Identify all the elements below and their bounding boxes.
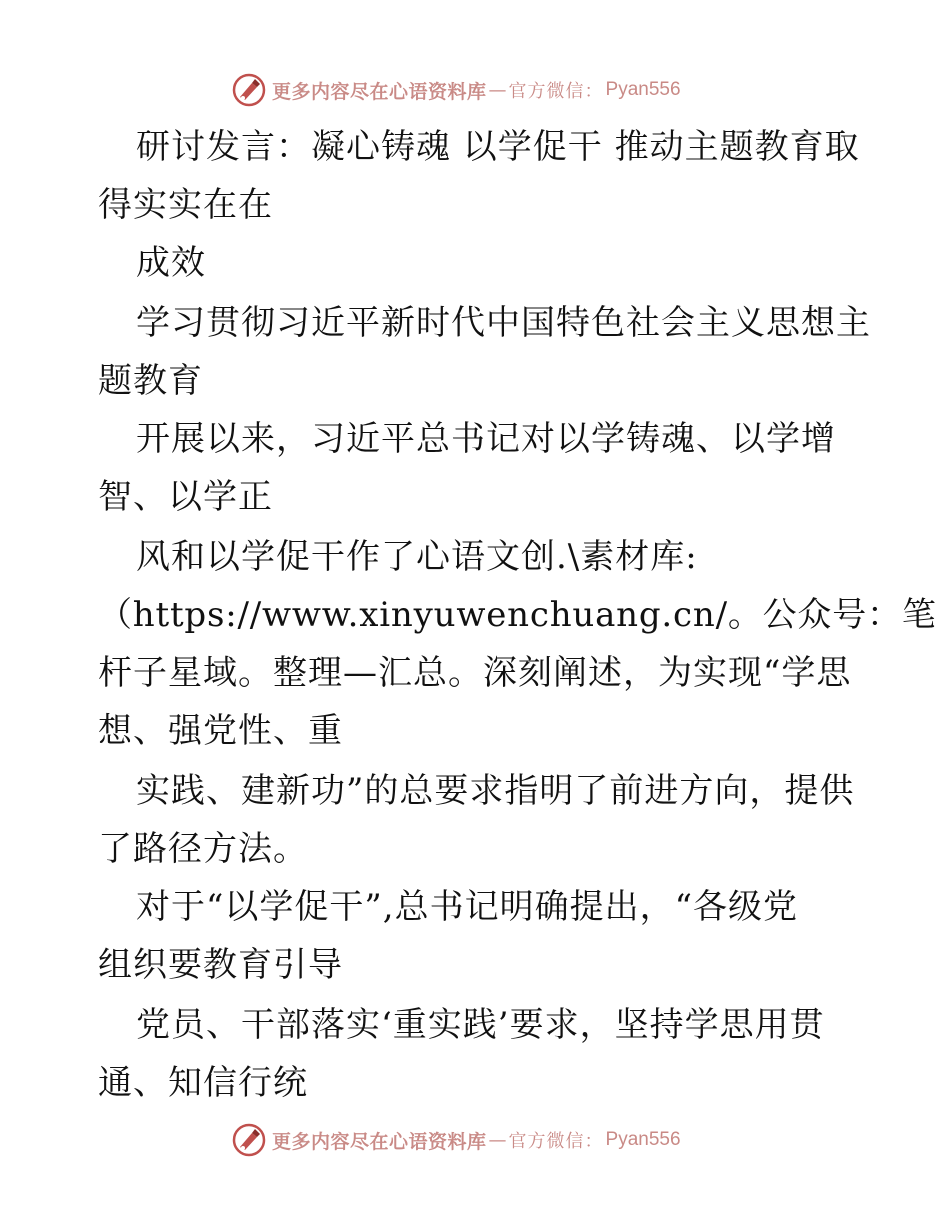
watermark-brand: 更多内容尽在心语资料库 xyxy=(272,1130,487,1153)
text-line: 杆子星域。整理—汇总。深刻阐述，为实现“学思 xyxy=(98,653,852,693)
text-line: 通、知信行统 xyxy=(98,1063,308,1103)
watermark-dash: — xyxy=(488,79,507,101)
footer-watermark xyxy=(232,1122,681,1158)
watermark-dash: — xyxy=(488,1129,507,1151)
watermark-official-label: 官方微信： xyxy=(508,81,604,102)
text-line: （https://www.xinyuwenchuang.cn/。公众号：笔 xyxy=(98,595,937,635)
pen-logo-icon xyxy=(232,1123,266,1157)
text-line: 研讨发言：凝心铸魂 以学促干 推动主题教育取 xyxy=(136,127,860,167)
text-line: 开展以来，习近平总书记对以学铸魂、以学增 xyxy=(136,419,836,459)
watermark-wechat-id: Pyan556 xyxy=(605,79,681,100)
text-line: 题教育 xyxy=(98,361,203,401)
watermark-official-label: 官方微信： xyxy=(508,1131,604,1152)
text-line: 风和以学促干作了心语文创.\素材库: xyxy=(136,537,698,577)
text-line: 组织要教育引导 xyxy=(98,945,343,985)
text-line: 学习贯彻习近平新时代中国特色社会主义思想主 xyxy=(136,303,871,343)
text-line: 想、强党性、重 xyxy=(98,711,343,751)
text-line: 得实实在在 xyxy=(98,185,273,225)
header-watermark xyxy=(232,72,681,108)
watermark-brand: 更多内容尽在心语资料库 xyxy=(272,80,487,103)
text-line: 智、以学正 xyxy=(98,477,273,517)
pen-logo-icon xyxy=(232,73,266,107)
text-line: 实践、建新功”的总要求指明了前进方向，提供 xyxy=(136,771,855,811)
watermark-wechat-id: Pyan556 xyxy=(605,1129,681,1150)
text-line: 了路径方法。 xyxy=(98,829,308,869)
text-line: 党员、干部落实‘重实践’要求，坚持学思用贯 xyxy=(136,1005,825,1045)
text-line: 对于“以学促干”,总书记明确提出，“各级党 xyxy=(136,887,798,927)
text-line: 成效 xyxy=(136,243,206,283)
